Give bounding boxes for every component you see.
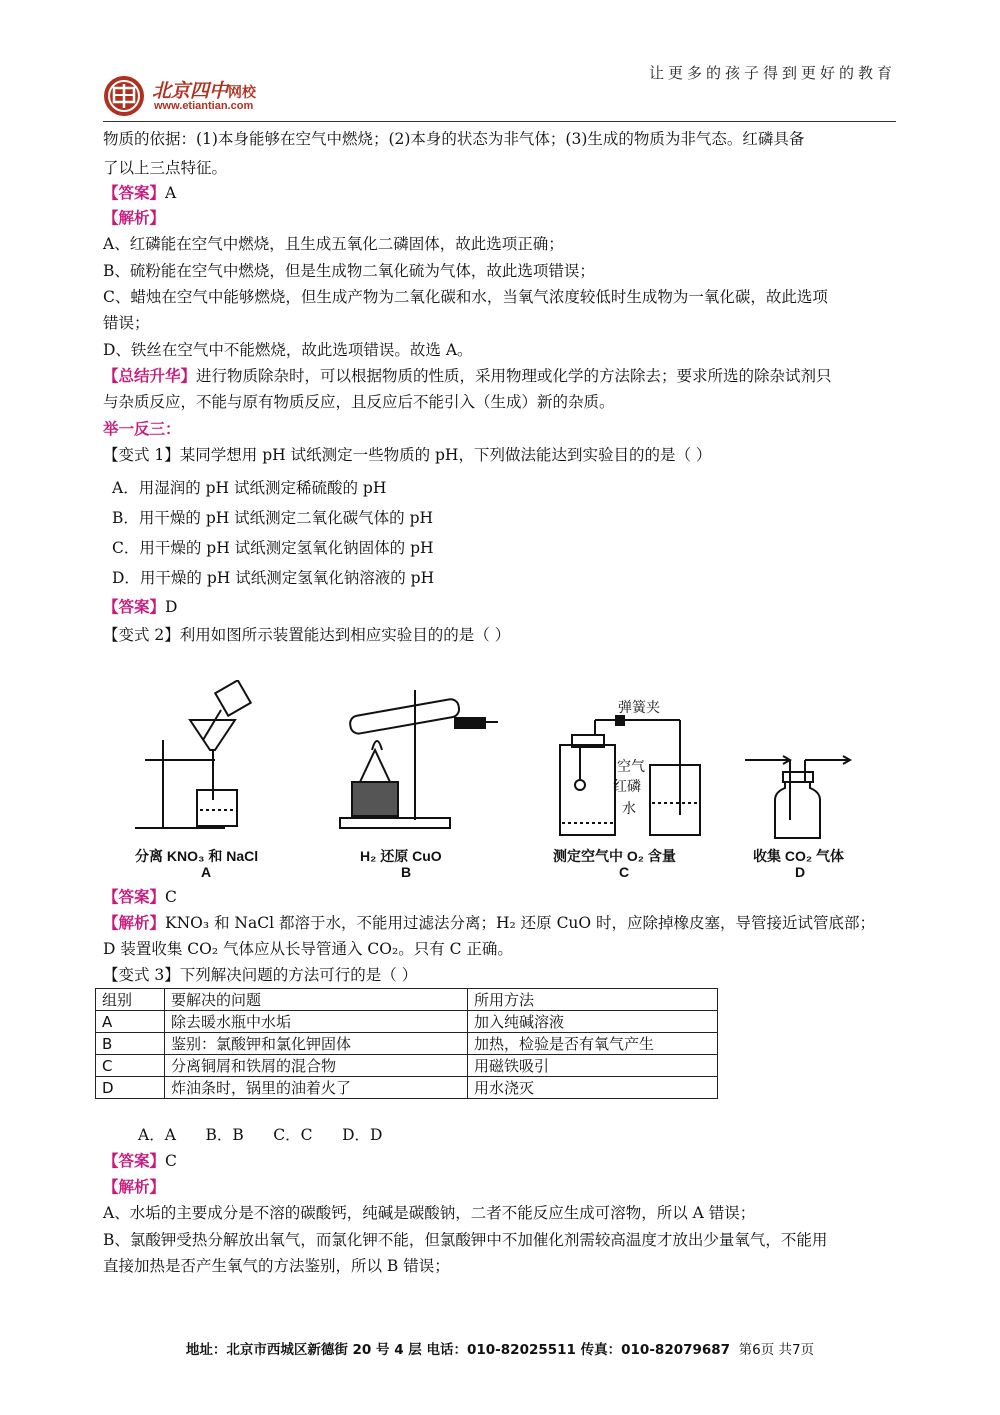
- intro-line: 物质的依据：(1)本身能够在空气中燃烧；(2)本身的状态为非气体；(3)生成的物质为非气态。红磷具备: [103, 130, 805, 148]
- variant1-option: C．用干燥的 pH 试纸测定氢氧化钠固体的 pH: [112, 539, 434, 557]
- table-row: C 分离铜屑和铁屑的混合物 用磁铁吸引: [96, 1055, 718, 1077]
- analysis-line: 错误；: [103, 314, 150, 332]
- answer-value: C: [165, 888, 177, 906]
- analysis-line: A、水垢的主要成分是不溶的碳酸钙，纯碱是碳酸钠，二者不能反应生成可溶物，所以 A 错误；: [103, 1204, 756, 1222]
- variant1-option: B．用干燥的 pH 试纸测定二氧化碳气体的 pH: [112, 509, 434, 527]
- filtration-apparatus-icon: [115, 680, 265, 830]
- variant3-stem: 【变式 3】下列解决问题的方法可行的是（ ）: [103, 966, 418, 984]
- figure-d-letter: D: [795, 864, 806, 880]
- figure-a-letter: A: [201, 864, 212, 880]
- figure-c-water-label: 水: [622, 801, 636, 817]
- answer-value: A: [165, 184, 177, 202]
- figure-c-clip-label: 弹簧夹: [618, 700, 660, 716]
- answer-row: [103, 1151, 177, 1171]
- table-header: 组别: [96, 989, 165, 1011]
- gas-bottle-icon: [745, 750, 855, 840]
- analysis-line: B、氯酸钾受热分解放出氧气，而氯化钾不能，但氯酸钾中不加催化剂需较高温度才放出少量氧气，不能用: [103, 1231, 828, 1249]
- figure-c-phosphorus-label: 红磷: [613, 779, 641, 795]
- logo-url: www.etiantian.com: [154, 100, 254, 112]
- answer-row: [103, 887, 177, 907]
- table-header: 要解决的问题: [165, 989, 468, 1011]
- answer-tag: 【答案】: [103, 183, 166, 202]
- answer-tag: 【答案】: [103, 597, 166, 616]
- answer-tag: 【答案】: [103, 887, 166, 906]
- methods-table: [95, 988, 718, 1099]
- analysis-line: B、硫粉能在空气中燃烧，但是生成物二氧化硫为气体，故此选项错误；: [103, 262, 595, 280]
- answer-row: [103, 597, 177, 617]
- analysis-line: A、红磷能在空气中燃烧，且生成五氧化二磷固体，故此选项正确；: [103, 235, 564, 253]
- summary-tag: 【总结升华】: [103, 366, 197, 385]
- analysis-line: D、铁丝在空气中不能燃烧，故此选项错误。故选 A。: [103, 341, 473, 359]
- analysis-line: C、蜡烛在空气中能够燃烧，但生成产物为二氧化碳和水，当氧气浓度较低时生成物为一氧化碳，故此选项: [103, 288, 828, 306]
- table-row: B 鉴别：氯酸钾和氯化钾固体 加热，检验是否有氧气产生: [96, 1033, 718, 1055]
- figure-c-caption: 测定空气中 O₂ 含量: [553, 848, 676, 864]
- footer-address: 地址：北京市西城区新德街 20 号 4 层 电话：010-82025511 传真：010-82079687: [185, 1342, 731, 1358]
- answer-value: D: [165, 598, 178, 616]
- logo: [102, 72, 292, 120]
- figure-c-letter: C: [619, 864, 630, 880]
- apparatus-figures: [105, 680, 895, 880]
- analysis-row: 【解析】KNO₃ 和 NaCl 都溶于水，不能用过滤法分离；H₂ 还原 CuO 时，应除掉橡皮塞，导管接近试管底部；: [103, 913, 876, 932]
- variant3-choices: A．A B．B C．C D．D: [138, 1126, 383, 1144]
- figure-d-caption: 收集 CO₂ 气体: [753, 848, 844, 864]
- variant1-option: A．用湿润的 pH 试纸测定稀硫酸的 pH: [112, 479, 387, 497]
- figure-a-caption: 分离 KNO₃ 和 NaCl: [135, 848, 259, 864]
- variant1-option: D．用干燥的 pH 试纸测定氢氧化钠溶液的 pH: [112, 569, 435, 587]
- answer-row: [103, 183, 176, 203]
- section-title: 举一反三：: [103, 419, 181, 438]
- header-rule: [103, 121, 896, 122]
- variant1-stem: 【变式 1】某同学想用 pH 试纸测定一些物质的 pH，下列做法能达到实验目的的是（ ）: [103, 446, 712, 464]
- logo-emblem-icon: [102, 74, 146, 118]
- page-number: 第6页 共7页: [738, 1342, 815, 1358]
- analysis-line: D 装置收集 CO₂ 气体应从长导管通入 CO₂。只有 C 正确。: [103, 940, 513, 958]
- table-row: D 炸油条时，锅里的油着火了 用水浇灭: [96, 1077, 718, 1099]
- analysis-tag: 【解析】: [103, 208, 166, 227]
- analysis-tag: 【解析】: [103, 1177, 166, 1196]
- figure-b-letter: B: [401, 864, 412, 880]
- answer-tag: 【答案】: [103, 1151, 166, 1170]
- page-footer: [0, 1338, 1000, 1358]
- logo-name: 北京四中网校: [152, 80, 257, 102]
- table-row: A 除去暖水瓶中水垢 加入纯碱溶液: [96, 1011, 718, 1033]
- summary-line: 与杂质反应，不能与原有物质反应，且反应后不能引入（生成）新的杂质。: [103, 393, 615, 411]
- answer-value: C: [165, 1152, 177, 1170]
- intro-line: 了以上三点特征。: [103, 159, 228, 177]
- figure-c-air-label: 空气: [617, 759, 645, 775]
- summary-row: 【总结升华】进行物质除杂时，可以根据物质的性质，采用物理或化学的方法除去；要求所选的除杂试剂只: [103, 366, 832, 385]
- table-header-row: [96, 989, 718, 1011]
- reduction-apparatus-icon: [330, 680, 505, 835]
- analysis-line: 直接加热是否产生氧气的方法鉴别，所以 B 错误；: [103, 1257, 450, 1275]
- figure-b-caption: H₂ 还原 CuO: [360, 848, 442, 864]
- table-header: 所用方法: [468, 989, 718, 1011]
- variant2-stem: 【变式 2】利用如图所示装置能达到相应实验目的的是（ ）: [103, 626, 511, 644]
- header-slogan: 让更多的孩子得到更好的教育: [648, 64, 896, 82]
- analysis-tag: 【解析】: [103, 913, 166, 932]
